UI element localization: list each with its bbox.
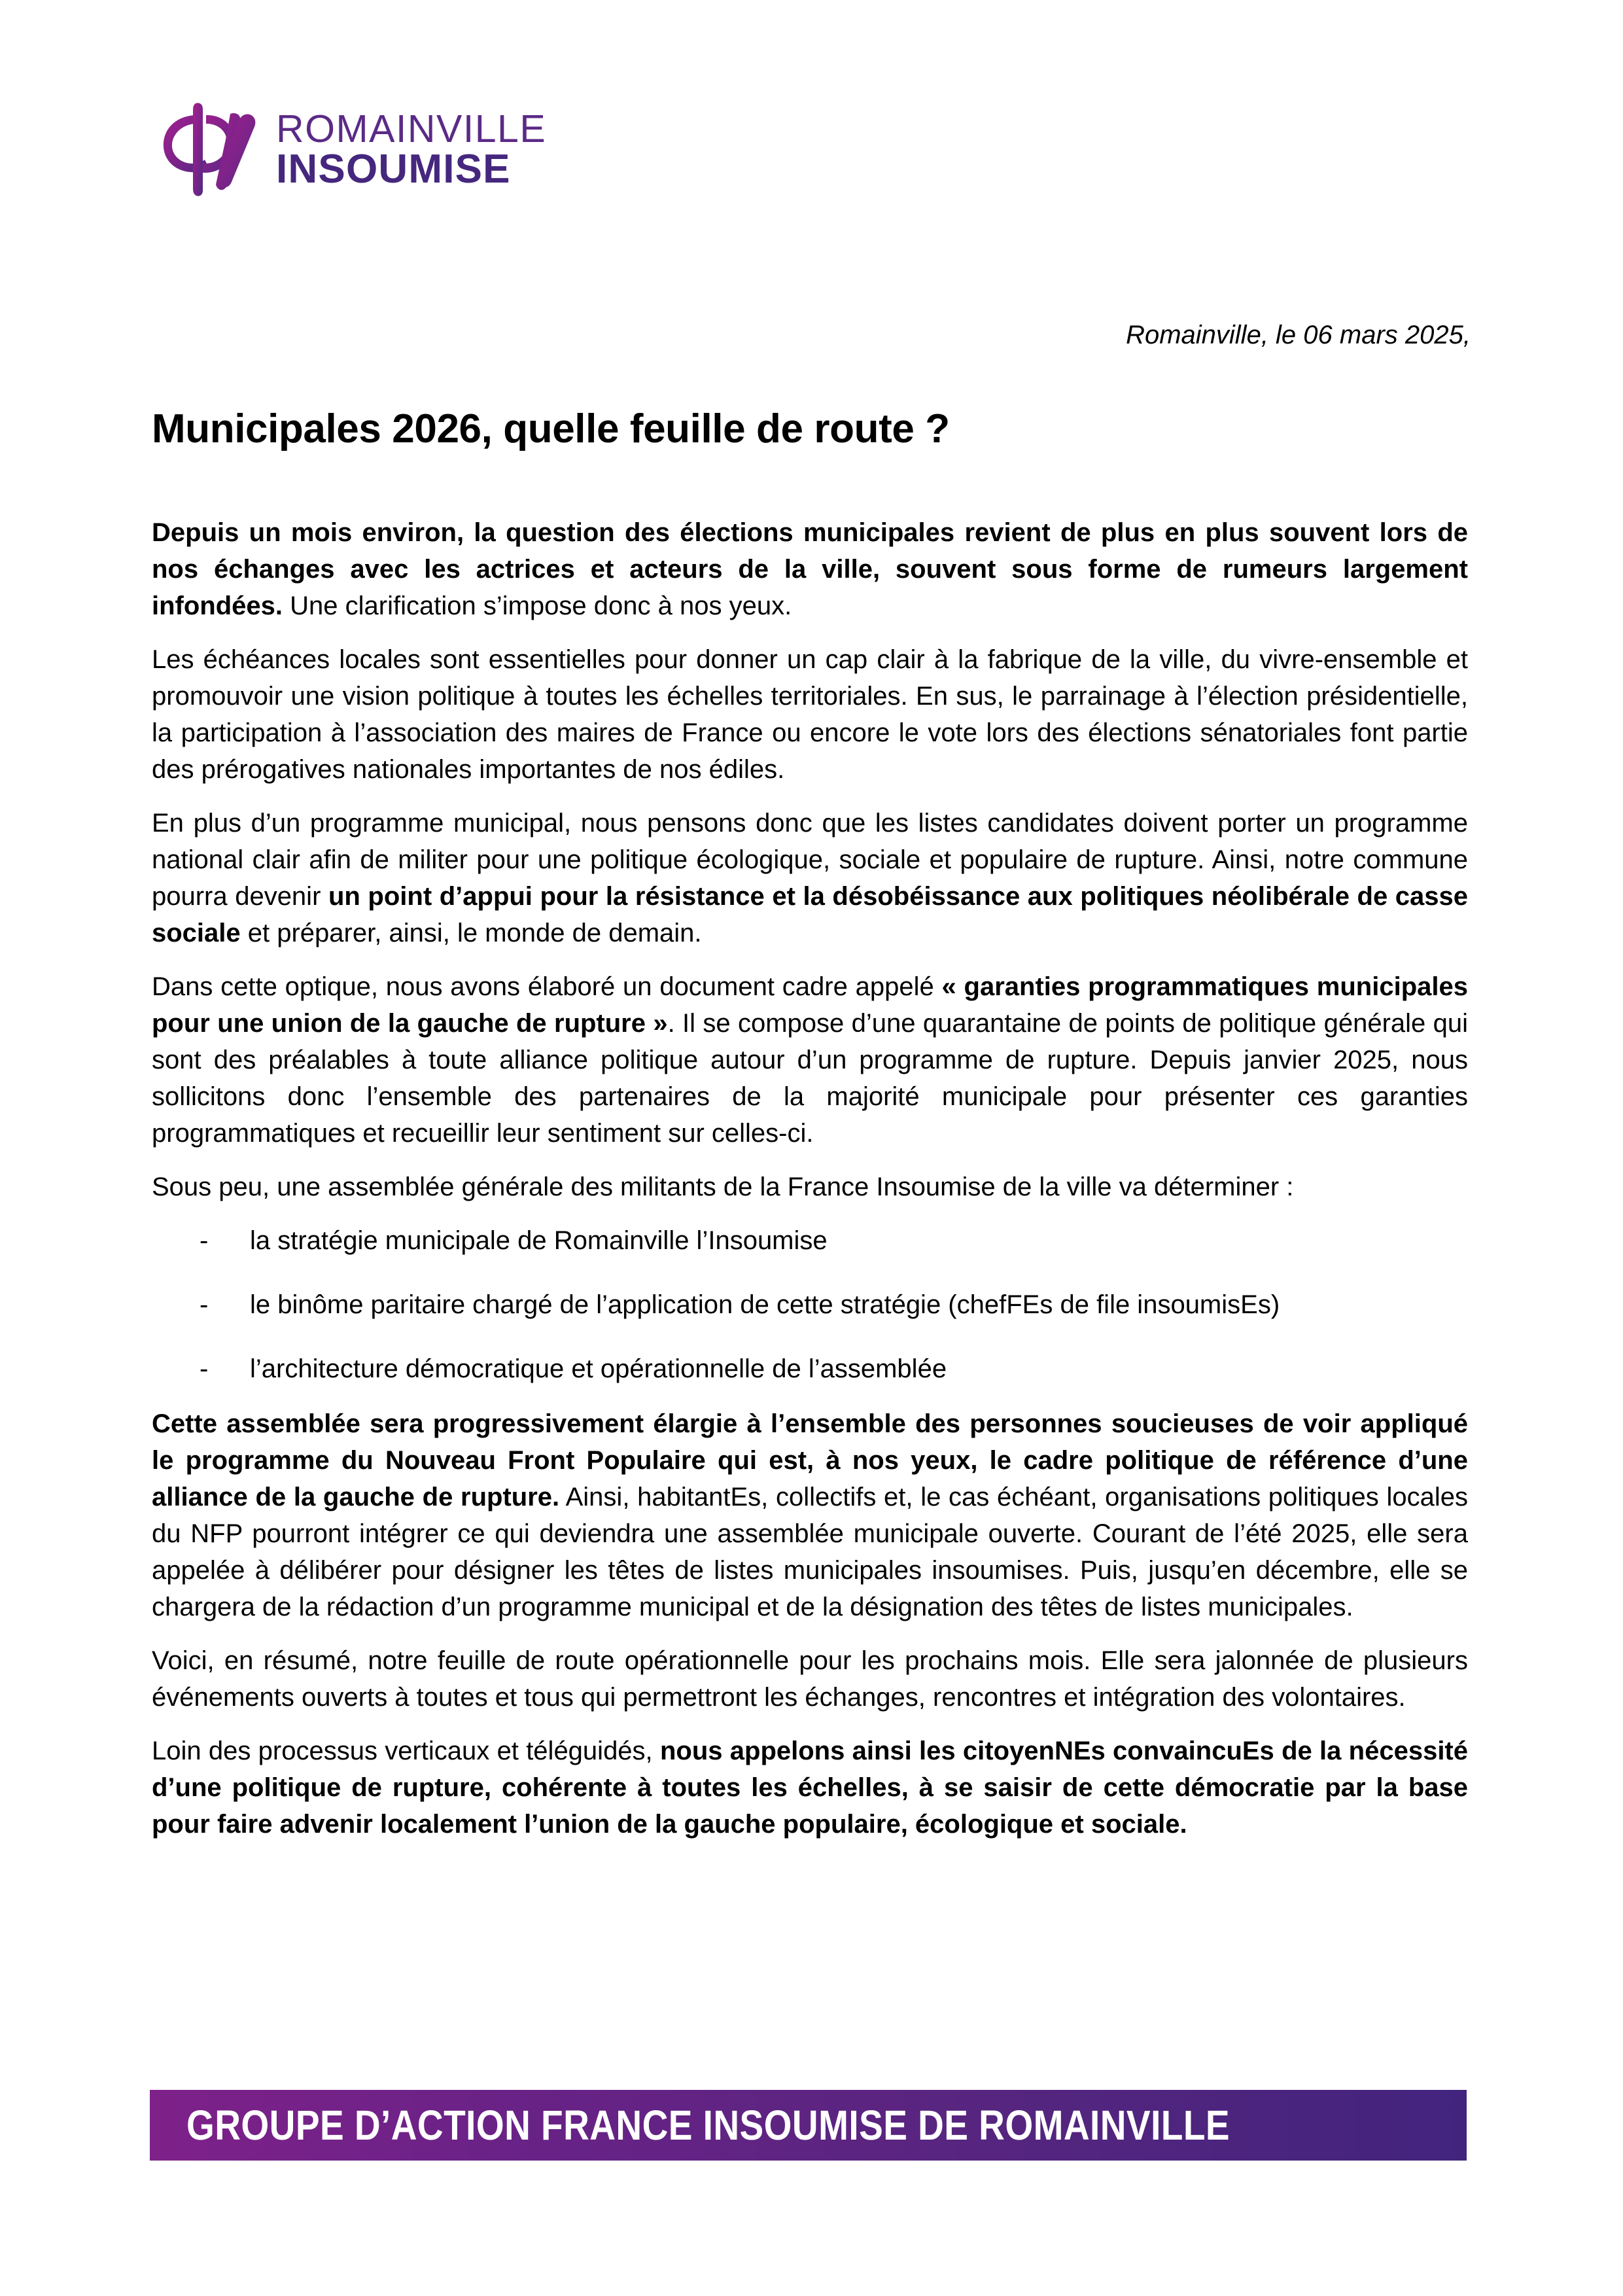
logo-wordmark	[276, 107, 547, 192]
logo-wordmark-line-2: INSOUMISE	[276, 147, 511, 192]
bullet-marker-icon: -	[200, 1226, 209, 1255]
paragraph-4-part-b: . Il se compose d’une quarantaine de points de politique générale qui sont des préalables à toute alliance politique autour d’un programme de rupture. Depuis janvier 2025, nous sollicitons donc l’ensemble des partenaires de la majorité municipale pour présenter ces garanties programmatiques et recueillir leur sentiment sur celles-ci.	[152, 1009, 1468, 1148]
bullet-marker-icon: -	[200, 1290, 209, 1319]
footer-banner-text: GROUPE D’ACTION FRANCE INSOUMISE DE ROMAINVILLE	[186, 2102, 1230, 2149]
paragraph-4-part-a: Dans cette optique, nous avons élaboré un document cadre appelé	[152, 972, 942, 1001]
list-item-label: le binôme paritaire chargé de l’application de cette stratégie (chefFEs de file insoumisEs)	[250, 1290, 1280, 1319]
dateline: Romainville, le 06 mars 2025,	[1126, 321, 1471, 349]
paragraph-3-part-b: et préparer, ainsi, le monde de demain.	[240, 919, 702, 947]
paragraph-1	[152, 514, 1468, 624]
list-item	[152, 1222, 1468, 1259]
paragraph-8	[152, 1733, 1468, 1843]
list-item-label: l’architecture démocratique et opérationnelle de l’assemblée	[250, 1354, 947, 1383]
list-item-label: la stratégie municipale de Romainville l’Insoumise	[250, 1226, 828, 1255]
paragraph-8-part-a: Loin des processus verticaux et téléguidés,	[152, 1737, 660, 1765]
paragraph-1-rest: Une clarification s’impose donc à nos yeux.	[283, 592, 792, 620]
paragraph-4-bold: « garanties programmatiques municipales pour une union de la gauche de rupture »	[152, 972, 1469, 1038]
phi-v-monogram-icon	[154, 99, 267, 198]
paragraph-6	[152, 1405, 1468, 1625]
paragraph-3-bold: un point d’appui pour la résistance et la désobéissance aux politiques néolibérale de casse sociale	[152, 882, 1469, 947]
footer-banner	[150, 2090, 1467, 2161]
document-body	[152, 514, 1468, 1843]
paragraph-3-part-a: En plus d’un programme municipal, nous pensons donc que les listes candidates doivent porter un programme national clair afin de militer pour une politique écologique, sociale et populaire de rupture. Ainsi, notre commune pourra devenir	[152, 809, 1468, 911]
paragraph-1-bold: Depuis un mois environ, la question des élections municipales revient de plus en plus souvent lors de nos échanges avec les actrices et acteurs de la ville, souvent sous forme de rumeurs largement infondées.	[152, 518, 1468, 620]
paragraph-2: Les échéances locales sont essentielles pour donner un cap clair à la fabrique de la ville, du vivre-ensemble et promouvoir une vision politique à toutes les échelles territoriales. En sus, le parrainage à l’élection présidentielle, la participation à l’association des maires de France ou encore le vote lors des élections sénatoriales font partie des prérogatives nationales importantes de nos édiles.	[152, 645, 1468, 784]
paragraph-7: Voici, en résumé, notre feuille de route opérationnelle pour les prochains mois. Elle sera jalonnée de plusieurs événements ouverts à toutes et tous qui permettront les échanges, rencontres et intégration des volontaires.	[152, 1646, 1468, 1712]
page-title: Municipales 2026, quelle feuille de route ?	[152, 406, 950, 451]
paragraph-8-bold: nous appelons ainsi les citoyenNEs convaincuEs de la nécessité d’une politique de rupture, cohérente à toutes les échelles, à se saisir de cette démocratie par la base pour faire advenir localement l’union de la gauche populaire, écologique et sociale.	[152, 1737, 1469, 1839]
list-item	[152, 1286, 1468, 1323]
paragraph-4	[152, 968, 1468, 1152]
bullet-marker-icon: -	[200, 1354, 209, 1383]
logo-wordmark-line-1: ROMAINVILLE	[276, 107, 547, 151]
organization-logo	[154, 99, 546, 198]
paragraph-6-bold: Cette assemblée sera progressivement élargie à l’ensemble des personnes soucieuses de voir appliqué le programme du Nouveau Front Populaire qui est, à nos yeux, le cadre politique de référence d’une alliance de la gauche de rupture.	[152, 1409, 1468, 1511]
paragraph-3	[152, 805, 1468, 951]
paragraph-6-rest: Ainsi, habitantEs, collectifs et, le cas échéant, organisations politiques locales du NFP pourront intégrer ce qui deviendra une assemblée municipale ouverte. Courant de l’été 2025, elle sera appelée à délibérer pour désigner les têtes de listes municipales insoumises. Puis, jusqu’en décembre, elle se chargera de la rédaction d’un programme municipal et de la désignation des têtes de listes municipales.	[152, 1483, 1468, 1621]
list-item	[152, 1351, 1468, 1387]
bullet-list	[152, 1222, 1468, 1387]
paragraph-5-list-intro: Sous peu, une assemblée générale des militants de la France Insoumise de la ville va déterminer :	[152, 1173, 1294, 1201]
